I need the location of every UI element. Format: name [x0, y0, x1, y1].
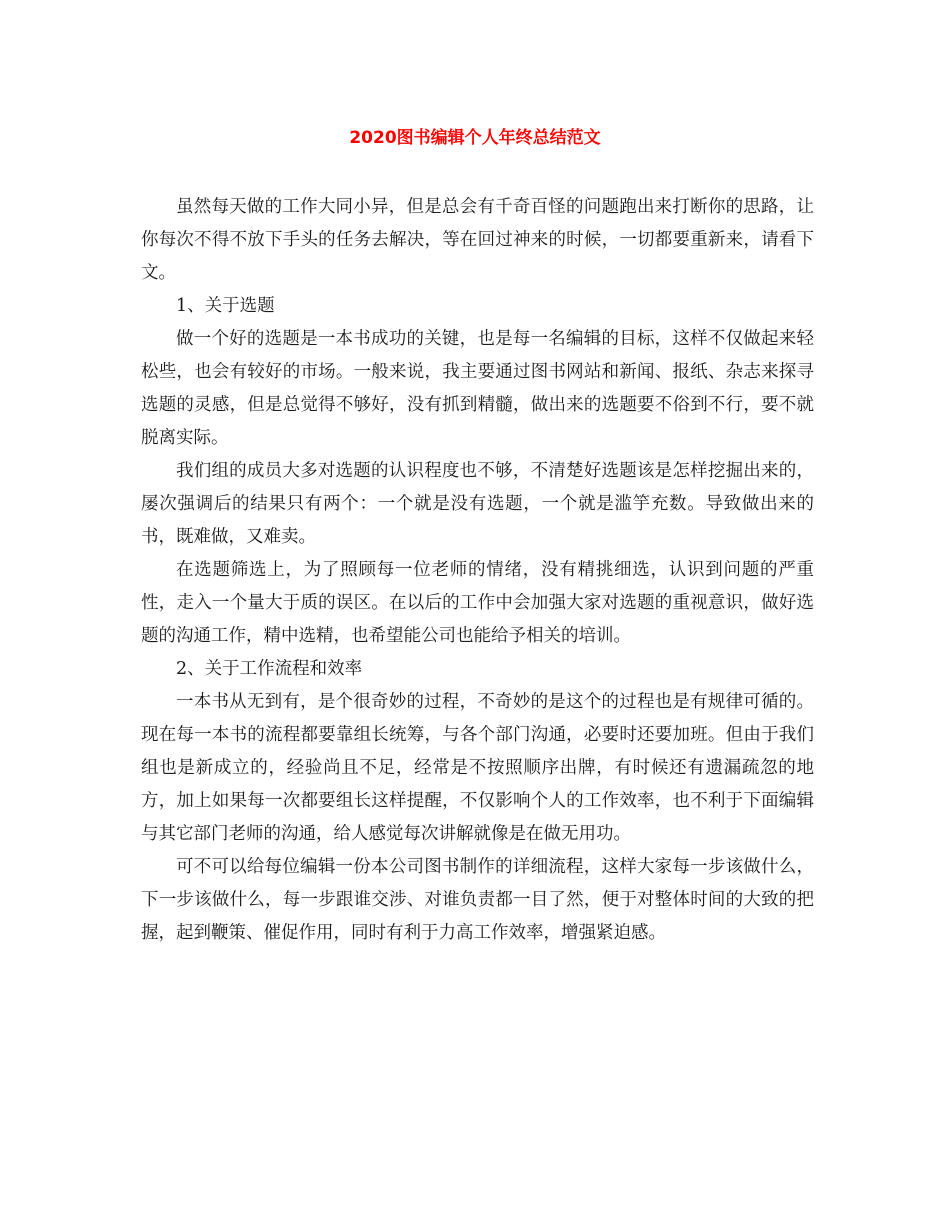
section-heading-workflow: 2、关于工作流程和效率 [176, 659, 363, 679]
document-title: 2020图书编辑个人年终总结范文 [349, 128, 601, 148]
paragraph: 可不可以给每位编辑一份本公司图书制作的详细流程，这样大家每一步该做什么，下一步该做什么，每一步跟谁交涉、对谁负责都一目了然，便于对整体时间的大致的把握，起到鞭策、催促作用，同时有利于力高工作效率，增强紧迫感。 [141, 857, 814, 943]
paragraph: 一本书从无到有，是个很奇妙的过程，不奇妙的是这个的过程也是有规律可循的。现在每一本书的流程都要靠组长统筹，与各个部门沟通，必要时还要加班。但由于我们组也是新成立的，经验尚且不足，经常是不按照顺序出牌，有时候还有遗漏疏忽的地方，加上如果每一次都要组长这样提醒，不仅影响个人的工作效率，也不利于下面编辑与其它部门老师的沟通，给人感觉每次讲解就像是在做无用功。 [141, 692, 814, 844]
paragraph: 在选题筛选上，为了照顾每一位老师的情绪，没有精挑细选，认识到问题的严重性，走入一个量大于质的误区。在以后的工作中会加强大家对选题的重视意识，做好选题的沟通工作，精中选精，也希望能公司也能给予相关的培训。 [141, 560, 814, 646]
document-body [141, 191, 814, 950]
section-heading-topic: 1、关于选题 [176, 296, 275, 316]
paragraph: 我们组的成员大多对选题的认识程度也不够，不清楚好选题该是怎样挖掘出来的，屡次强调后的结果只有两个：一个就是没有选题，一个就是滥竽充数。导致做出来的书，既难做，又难卖。 [141, 461, 814, 547]
paragraph: 做一个好的选题是一本书成功的关键，也是每一名编辑的目标，这样不仅做起来轻松些，也会有较好的市场。一般来说，我主要通过图书网站和新闻、报纸、杂志来探寻选题的灵感，但是总觉得不够好，没有抓到精髓，做出来的选题要不俗到不行，要不就脱离实际。 [141, 329, 814, 448]
paragraph-intro: 虽然每天做的工作大同小异，但是总会有千奇百怪的问题跑出来打断你的思路，让你每次不得不放下手头的任务去解决，等在回过神来的时候，一切都要重新来，请看下文。 [141, 197, 814, 283]
